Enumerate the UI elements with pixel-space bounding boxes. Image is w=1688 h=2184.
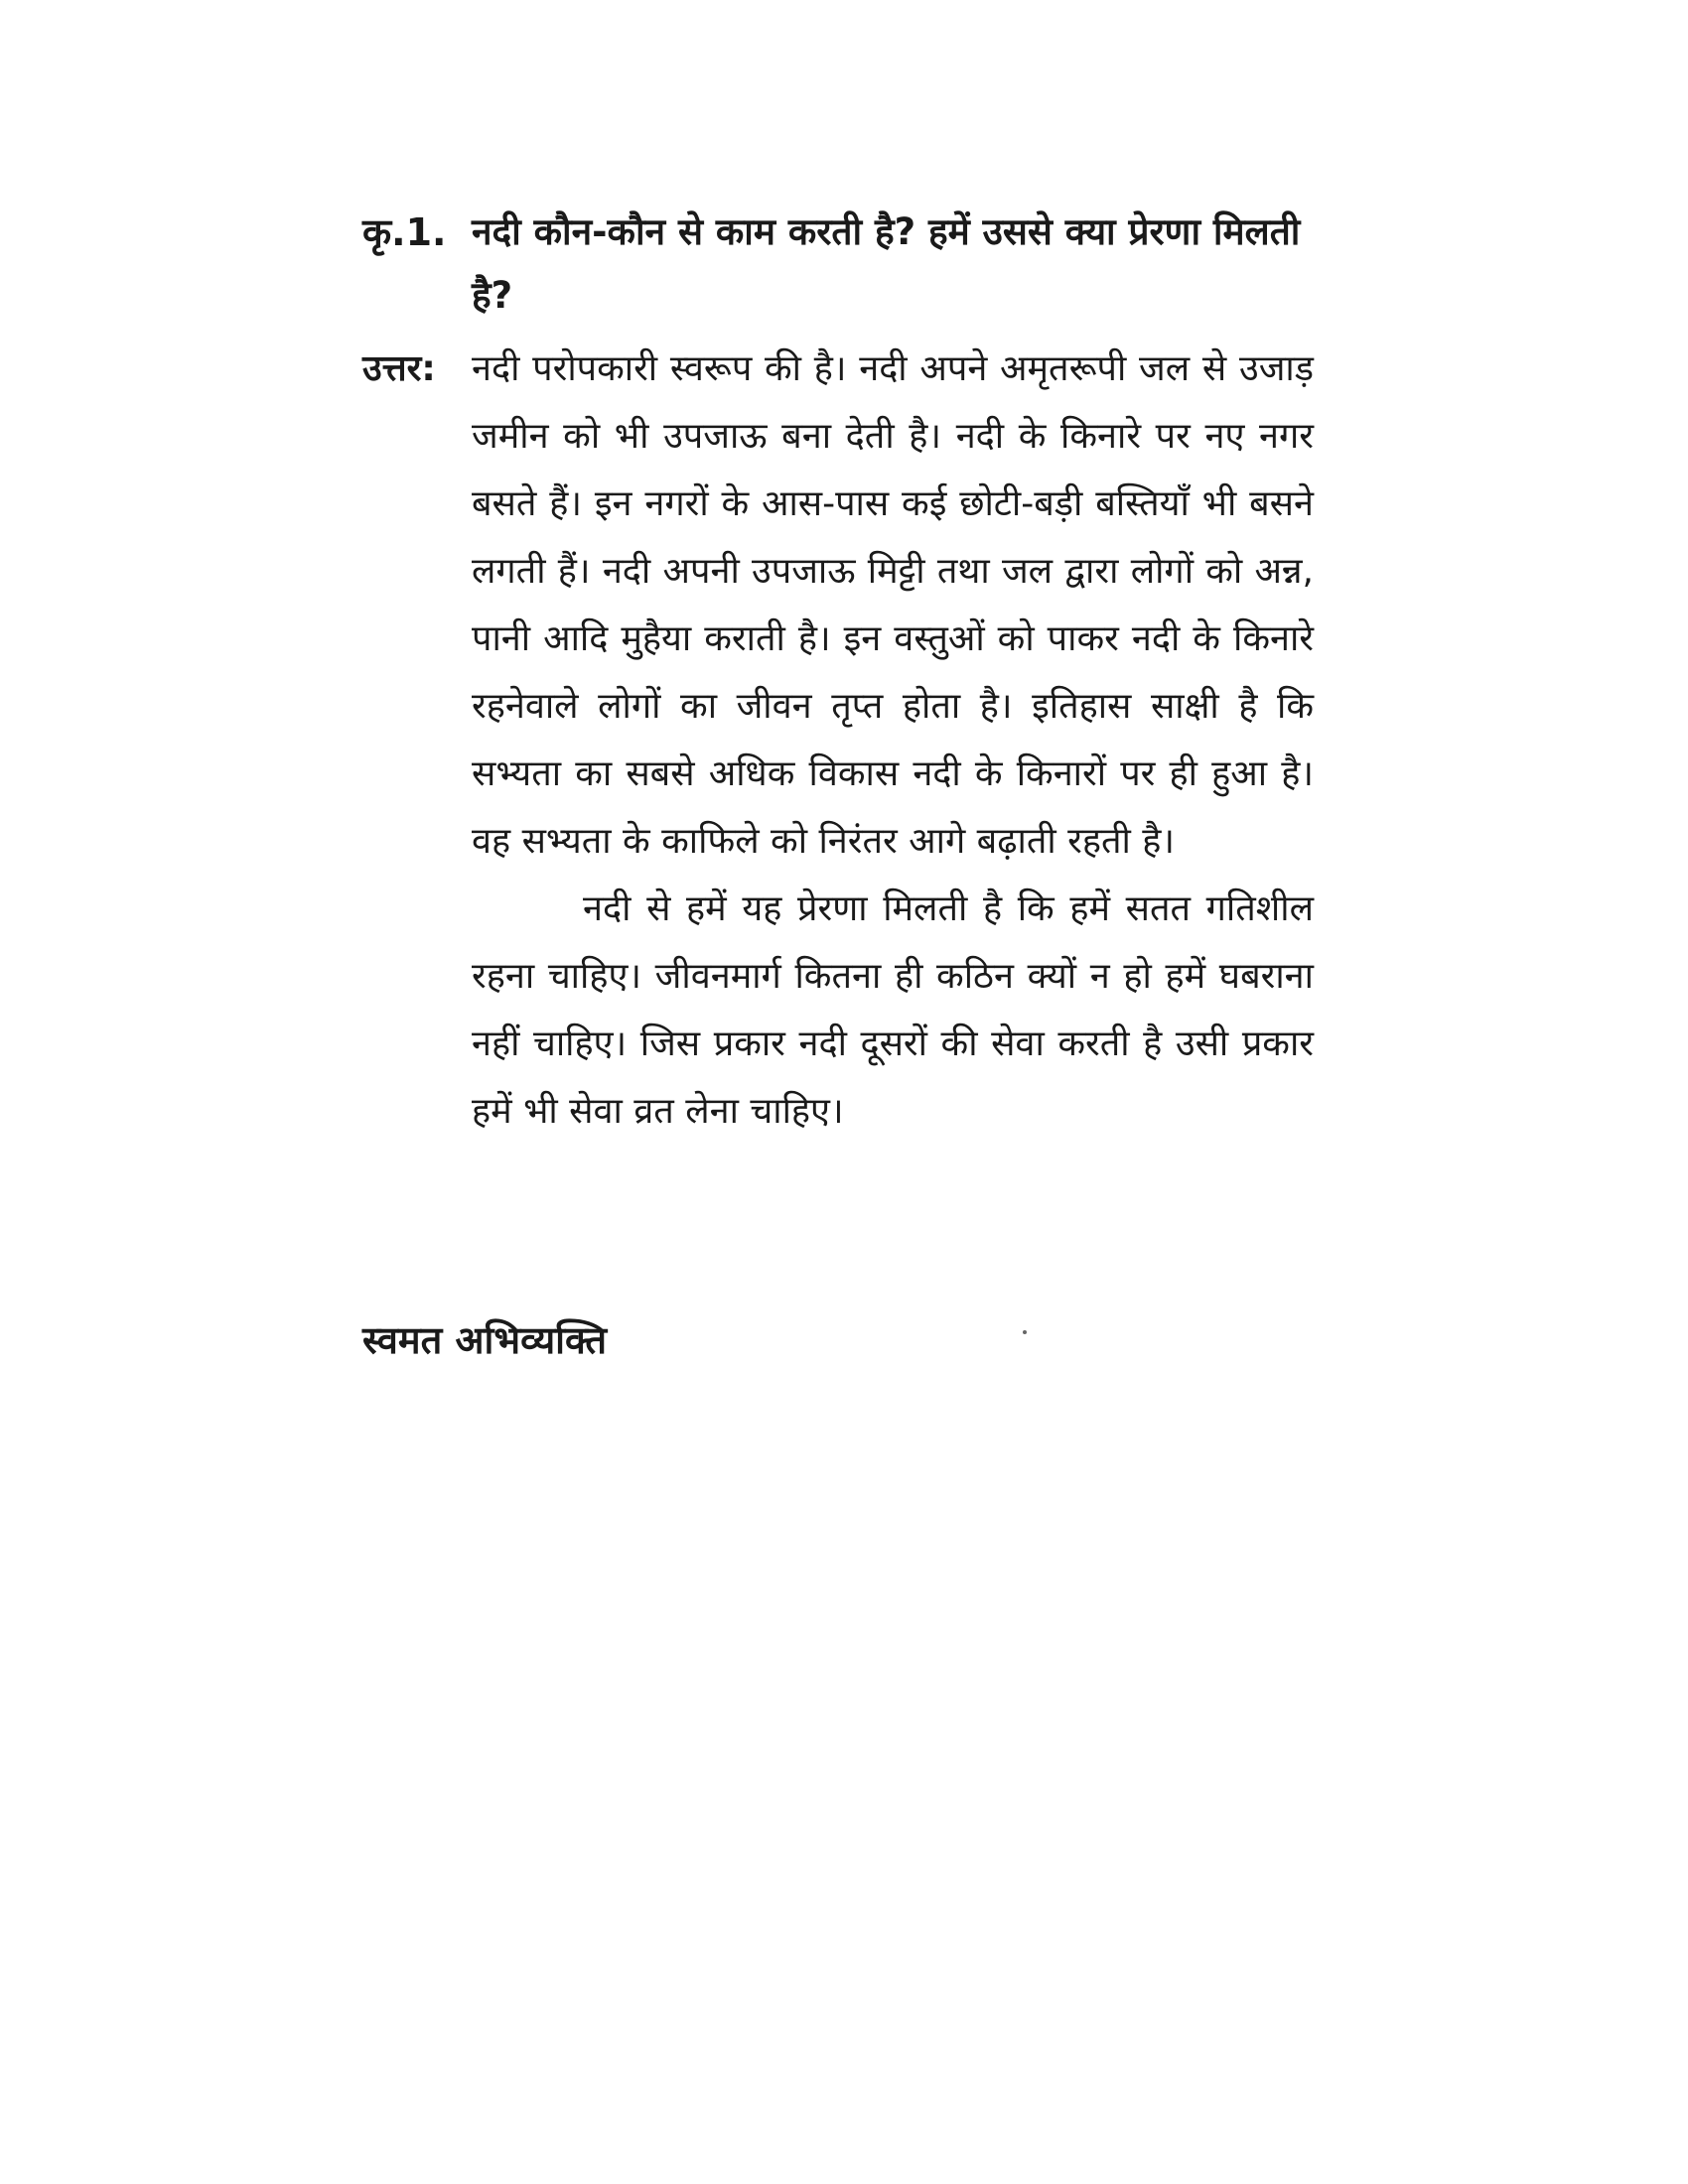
answer-label: उत्तर: [362,348,436,389]
answer-body [472,336,1314,1146]
answer-paragraph-1: नदी परोपकारी स्वरूप की है। नदी अपने अमृतरूपी जल से उजाड़ जमीन को भी उपजाऊ बना देती है। नदी के किनारे पर नए नगर बसते हैं। इन नगरों के आस-पास कई छोटी-बड़ी बस्तियाँ भी बसने लगती हैं। नदी अपनी उपजाऊ मिट्टी तथा जल द्वारा लोगों को अन्न, पानी आदि मुहैया कराती है। इन वस्तुओं को पाकर नदी के किनारे रहनेवाले लोगों का जीवन तृप्त होता है। इतिहास साक्षी है कि सभ्यता का सबसे अधिक विकास नदी के किनारों पर ही हुआ है। वह सभ्यता के काफिले को निरंतर आगे बढ़ाती रहती है। [472,348,1314,862]
scan-speck [1023,1330,1027,1334]
answer-paragraph-2: नदी से हमें यह प्रेरणा मिलती है कि हमें सतत गतिशील रहना चाहिए। जीवनमार्ग कितना ही कठिन क्यों न हो हमें घबराना नहीं चाहिए। जिस प्रकार नदी दूसरों की सेवा करती है उसी प्रकार हमें भी सेवा व्रत लेना चाहिए। [472,888,1314,1132]
section-heading: स्वमत अभिव्यक्ति [362,1318,608,1362]
question-number: कृ.1. [362,210,447,254]
question-text: नदी कौन-कौन से काम करती है? हमें उससे क्या प्रेरणा मिलती है? [472,210,1301,317]
